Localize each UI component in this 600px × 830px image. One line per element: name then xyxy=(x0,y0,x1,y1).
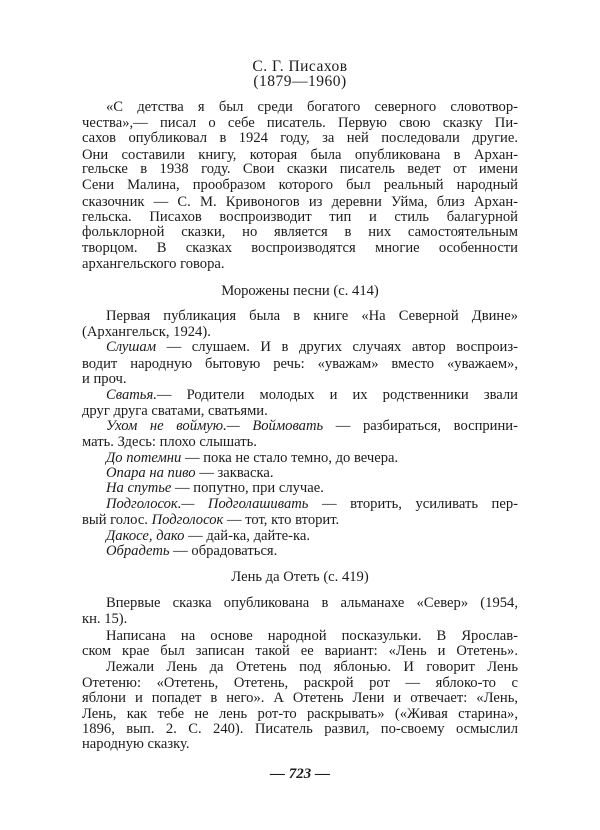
text-line xyxy=(82,387,518,404)
italic-term: Сватья. xyxy=(106,387,157,403)
text-segment: Впервые сказка опубликована в альманахе «Север» (1954, xyxy=(106,595,518,611)
text-segment: — разбираться, восприни- xyxy=(323,418,518,434)
text-segment: (1879—1960) xyxy=(253,73,347,90)
italic-term: Подголосок.— Подголашивать xyxy=(106,496,309,512)
text-segment: — слушаем. И в других случаях автор воспроиз- xyxy=(156,339,518,355)
text-segment: Лень да Отеть (с. 419) xyxy=(231,569,369,585)
text-line xyxy=(82,543,518,560)
text-segment: гельска. Писахов воспроизводит тип и стиль балагурной xyxy=(82,209,518,225)
text-segment: ском крае был записан такой ее вариант: «Лень и Отетень». xyxy=(82,643,518,659)
text-line xyxy=(82,99,518,116)
italic-term: Слушам xyxy=(106,339,157,355)
text-segment: мать. Здесь: плохо слышать. xyxy=(82,434,257,450)
text-line xyxy=(82,161,518,178)
text-segment: Лень, как тебе не лень рот-то раскрывать» («Живая старина», xyxy=(82,706,518,722)
text-line xyxy=(82,418,518,435)
text-line xyxy=(82,659,518,676)
text-segment: — попутно, при случае. xyxy=(171,480,324,496)
italic-term: На спутье xyxy=(106,480,172,496)
text-line xyxy=(82,611,518,628)
text-line xyxy=(82,308,518,325)
text-segment: (Архангельск, 1924). xyxy=(82,324,211,340)
text-line xyxy=(82,339,518,356)
italic-term: До потемни xyxy=(106,450,182,466)
text-segment: 1896, вып. 2. С. 240). Писатель развил, по-своему осмыслил xyxy=(82,721,518,737)
italic-term: Обрадеть xyxy=(106,543,170,559)
text-segment: Морожены песни (с. 414) xyxy=(221,283,379,299)
text-line xyxy=(82,512,518,529)
text-line xyxy=(82,643,518,660)
text-segment: «С детства я был среди богатого северного словотвор- xyxy=(106,99,518,115)
text-line xyxy=(82,595,518,612)
text-segment: — вторить, усиливать пер- xyxy=(308,496,518,512)
text-segment: и проч. xyxy=(82,371,127,387)
text-line xyxy=(82,240,518,257)
text-segment: Написана на основе народной посказульки. В Ярослав- xyxy=(106,628,518,644)
text-segment: архангельского говора. xyxy=(82,256,225,272)
section-heading xyxy=(82,569,518,586)
text-line xyxy=(82,256,518,273)
text-line xyxy=(82,371,518,388)
italic-term: Ухом не воймую.— Воймовать xyxy=(106,418,324,434)
text-segment: фольклорной сказки, но является в них самостоятельным xyxy=(82,224,518,240)
text-segment: друг друга сватами, сватьями. xyxy=(82,403,268,419)
text-line xyxy=(82,736,518,753)
section-heading xyxy=(82,283,518,300)
text-segment: сахов опубликовал в 1924 году, за ней последовали другие. xyxy=(82,130,518,146)
text-segment: — обрадоваться. xyxy=(169,543,278,559)
text-segment: Первая публикация была в книге «На Северной Двине» xyxy=(106,308,518,324)
text-segment: — тот, кто вторит. xyxy=(223,512,340,528)
text-segment: — закваска. xyxy=(195,465,274,481)
text-segment: Сени Малина, прообразом которого был реальный народный xyxy=(82,177,518,193)
text-line xyxy=(82,177,518,194)
text-segment: Отетеню: «Отетень, Отетень, раскрой рот — яблоко-то с xyxy=(82,675,518,691)
text-segment: водит народную бытовую речь: «уважам» вместо «уважаем», xyxy=(82,356,518,372)
text-segment: Лежали Лень да Отетень под яблонью. И говорит Лень xyxy=(106,659,518,675)
text-segment: народную сказку. xyxy=(82,736,190,752)
text-line xyxy=(82,480,518,497)
text-line xyxy=(82,690,518,707)
text-segment: С. Г. Писахов xyxy=(252,58,348,75)
text-segment: яблони и попадет в него». А Отетень Лени и отвечает: «Лень, xyxy=(82,690,518,706)
page-number xyxy=(82,766,518,783)
text-segment: — Родители молодых и их родственники звали xyxy=(156,387,518,403)
text-segment: — дай-ка, дайте-ка. xyxy=(184,528,310,544)
italic-term: Опара на пиво xyxy=(106,465,196,481)
text-line xyxy=(82,496,518,513)
italic-term: Дакосе, дако xyxy=(106,528,185,544)
text-segment: чества»,— писал о себе писатель. Первую свою сказку Пи- xyxy=(82,115,518,131)
text-segment: Они составили книгу, которая была опубликована в Архан- xyxy=(82,147,518,163)
text-segment: — пока не стало темно, до вечера. xyxy=(181,450,399,466)
text-line xyxy=(82,224,518,241)
text-segment: творцом. В сказках воспроизводятся многие особенности xyxy=(82,240,518,256)
text-line xyxy=(82,434,518,451)
text-segment: кн. 15). xyxy=(82,611,128,627)
text-segment: гельске в 1938 году. Свои сказки писатель ведет от имени xyxy=(82,161,518,177)
text-segment: сказочник — С. М. Кривоногов из деревни Уйма, близ Архан- xyxy=(82,194,518,210)
author-heading xyxy=(82,73,518,90)
italic-term: Подголосок xyxy=(151,512,224,528)
text-line xyxy=(82,130,518,147)
text-segment: — 723 — xyxy=(270,766,330,782)
text-segment: вый голос. xyxy=(82,512,152,528)
